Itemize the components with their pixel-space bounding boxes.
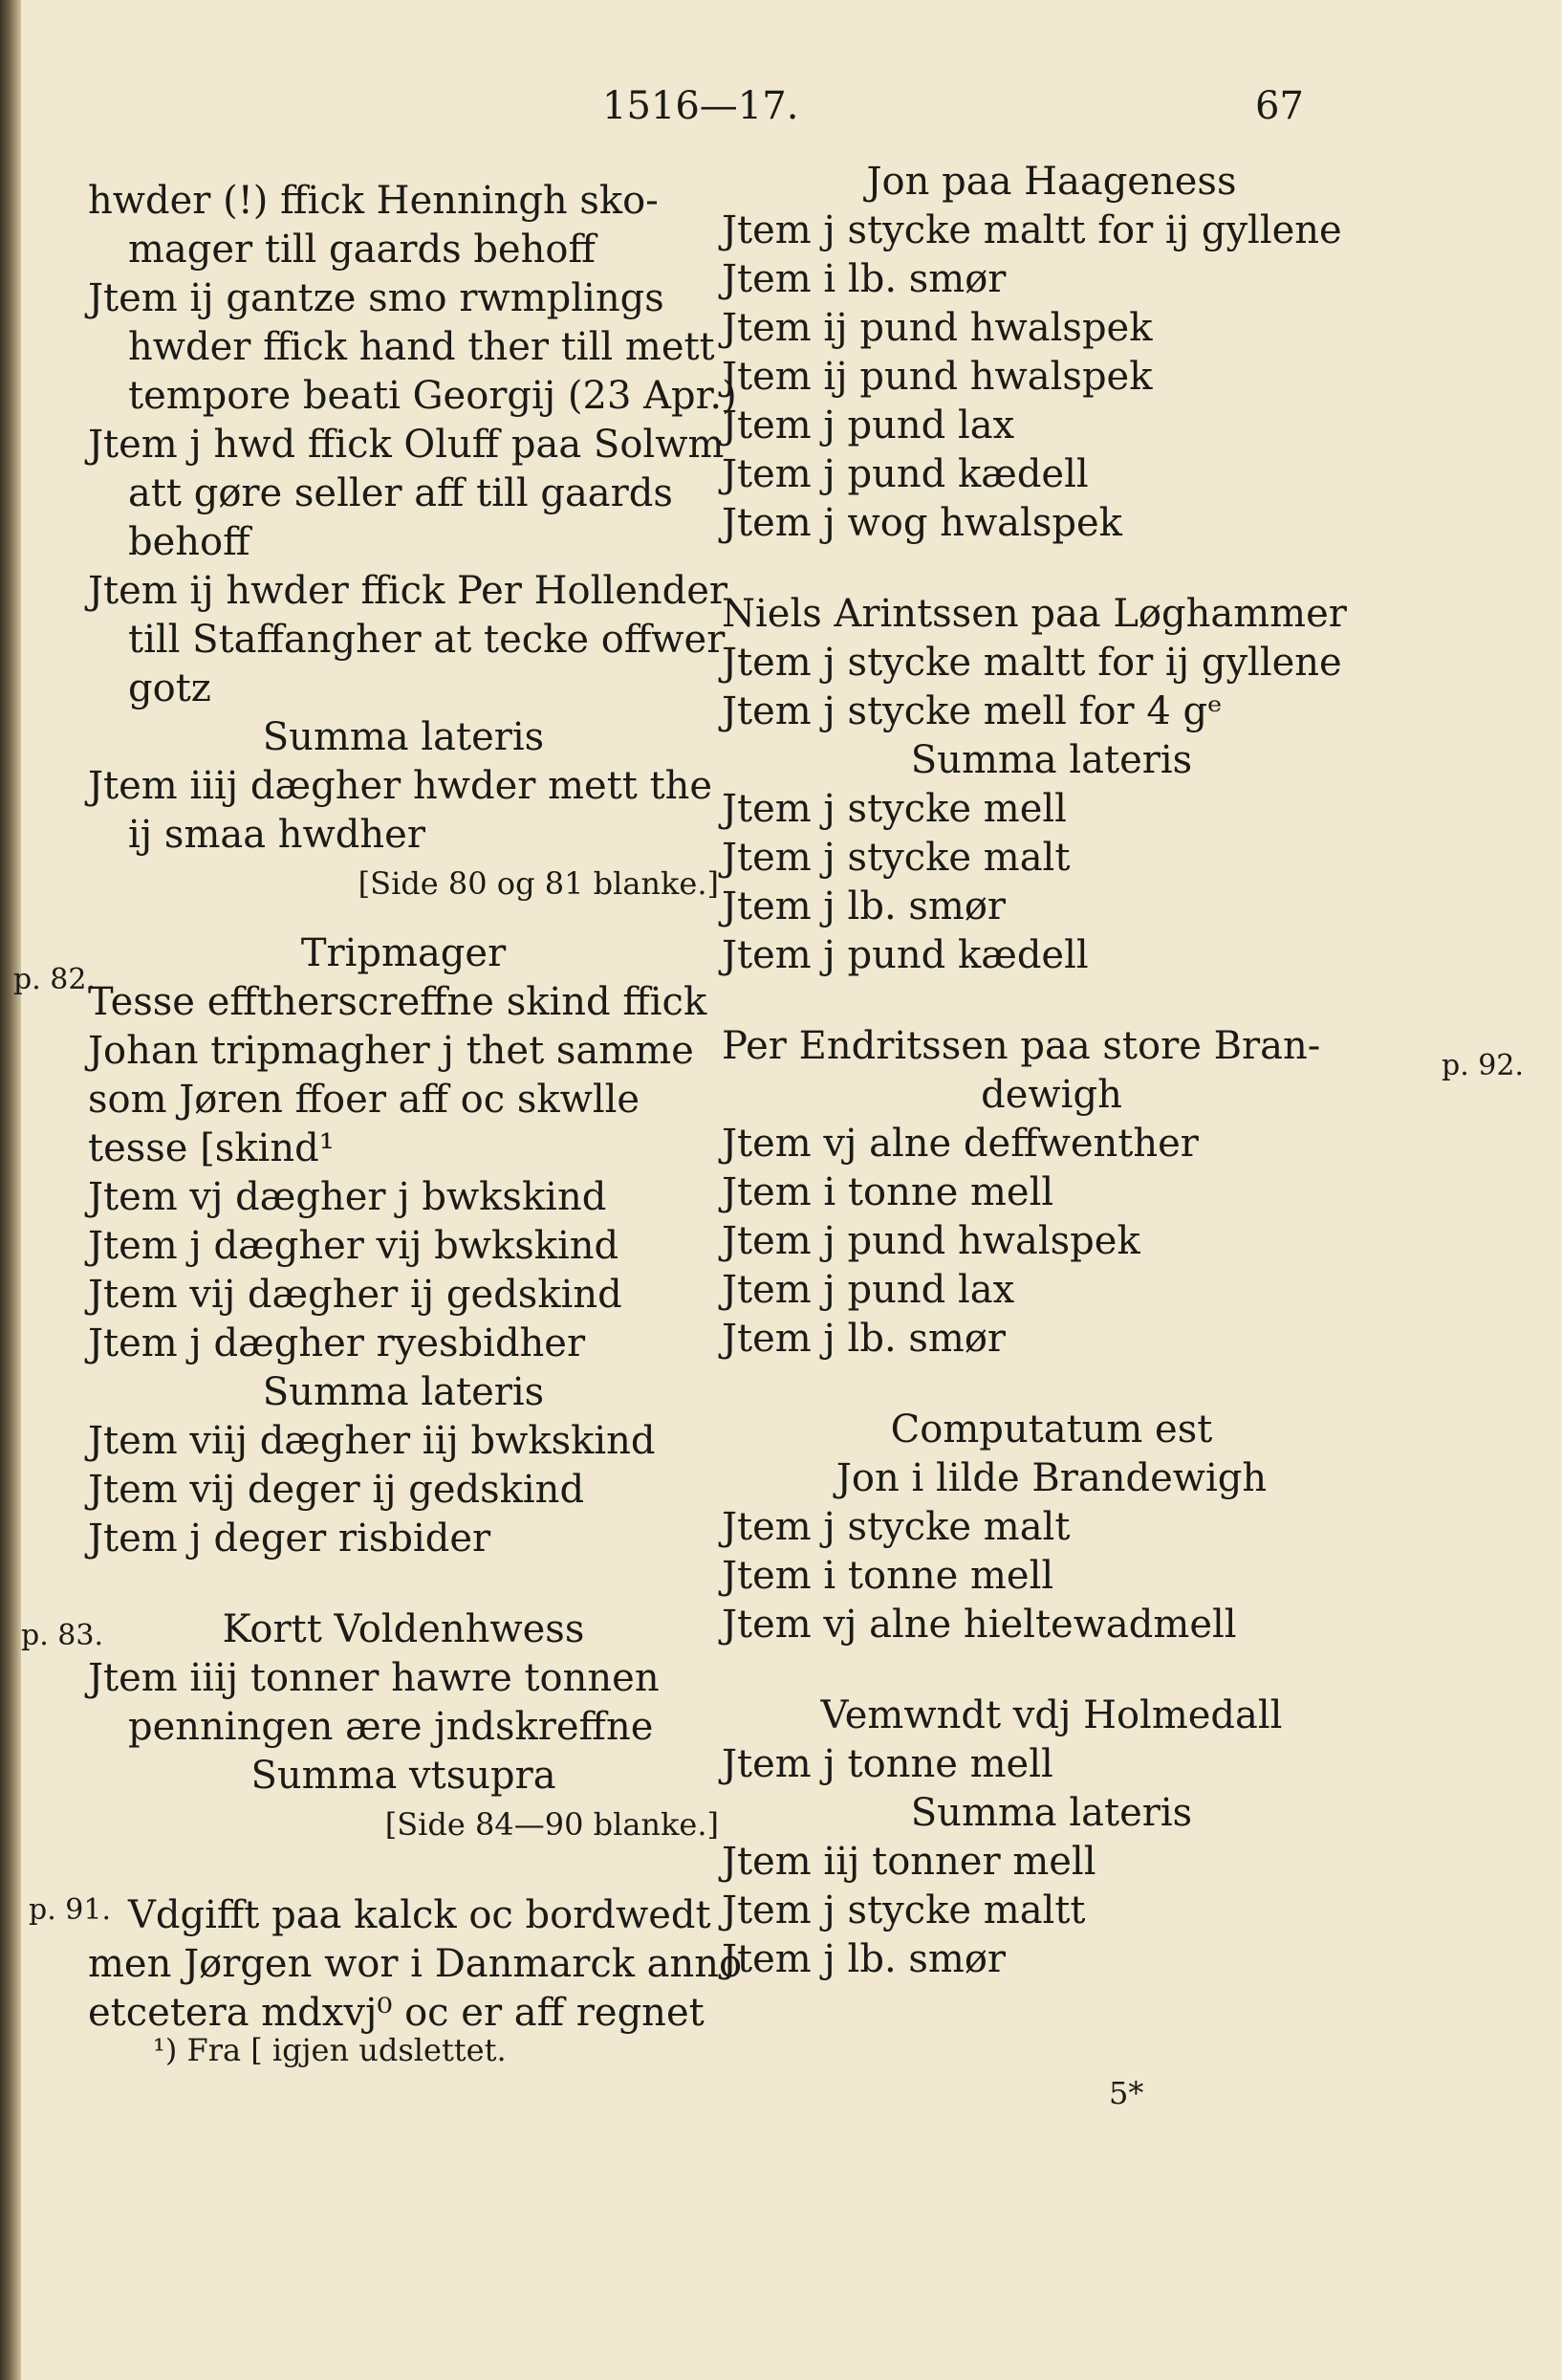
text-line: Summa lateris bbox=[910, 738, 1193, 782]
signature-mark: 5* bbox=[1109, 2075, 1144, 2111]
text-line: [Side 84—90 blanke.] bbox=[384, 1806, 719, 1843]
text-line: Jtem j lb. smør bbox=[722, 1937, 1007, 1981]
margin-note-p83: p. 83. bbox=[21, 1619, 103, 1652]
text-line: Jtem j pund kædell bbox=[722, 933, 1089, 977]
text-line: Jtem j deger risbider bbox=[88, 1517, 491, 1561]
text-line: Jtem j pund lax bbox=[722, 404, 1015, 448]
text-line: mager till gaards behoff bbox=[128, 228, 596, 272]
text-line: Jtem j stycke maltt for ij gyllene bbox=[722, 641, 1342, 685]
text-line: hwder ffick hand ther till mett bbox=[128, 325, 715, 369]
section-gap bbox=[88, 1563, 719, 1605]
text-line: Jtem ij gantze smo rwmplings bbox=[88, 276, 664, 320]
text-line: Jtem j tonne mell bbox=[722, 1742, 1053, 1786]
text-line: Niels Arintssen paa Løghammer bbox=[722, 592, 1347, 636]
footnote: ¹) Fra [ igjen udslettet. bbox=[153, 2032, 507, 2068]
text-line: Jtem vj alne hieltewadmell bbox=[722, 1603, 1237, 1647]
section-gap bbox=[722, 1649, 1381, 1692]
text-line: som Jøren ffoer aff oc skwlle bbox=[88, 1078, 640, 1122]
text-line: Jtem j stycke malt bbox=[722, 1505, 1071, 1549]
running-title: 1516—17. bbox=[602, 84, 799, 128]
margin-note-p91: p. 91. bbox=[29, 1893, 111, 1927]
section-gap bbox=[722, 548, 1381, 590]
text-line: Summa lateris bbox=[910, 1791, 1193, 1835]
left-column bbox=[88, 177, 743, 2038]
page-binding-edge bbox=[0, 0, 21, 2380]
text-line: etcetera mdxvj⁰ oc er aff regnet bbox=[88, 1991, 705, 2035]
text-line: Jtem j stycke maltt bbox=[722, 1889, 1086, 1932]
text-line: Jtem i lb. smør bbox=[722, 257, 1007, 301]
text-line: Jtem j dægher ryesbidher bbox=[88, 1321, 586, 1365]
text-line: Jtem j lb. smør bbox=[722, 884, 1007, 928]
section-gap bbox=[88, 908, 719, 929]
text-line: Jtem vj dægher j bwkskind bbox=[88, 1175, 607, 1219]
text-line: Computatum est bbox=[890, 1408, 1213, 1452]
section-heading: Kortt Voldenhwess bbox=[222, 1607, 585, 1651]
text-line: Jtem i tonne mell bbox=[722, 1170, 1054, 1214]
margin-note-p82: p. 82. bbox=[13, 963, 96, 996]
text-line: Jtem j dægher vij bwkskind bbox=[88, 1224, 619, 1268]
text-line: [Side 80 og 81 blanke.] bbox=[358, 865, 719, 902]
text-line: Jtem i tonne mell bbox=[722, 1554, 1054, 1598]
text-line: till Staffangher at tecke offwer bbox=[128, 618, 726, 662]
text-line: tempore beati Georgij (23 Apr.) bbox=[128, 374, 737, 418]
right-column bbox=[722, 158, 1381, 1984]
section-gap bbox=[722, 1364, 1381, 1406]
text-line: Summa lateris bbox=[262, 715, 545, 759]
text-line: Jtem vj alne deffwenther bbox=[722, 1122, 1199, 1166]
text-line: Jtem j pund lax bbox=[722, 1268, 1015, 1312]
text-line: Vdgifft paa kalck oc bordwedt bbox=[128, 1893, 711, 1937]
text-line: Jtem ij pund hwalspek bbox=[722, 306, 1153, 350]
text-line: Jtem j lb. smør bbox=[722, 1317, 1007, 1361]
text-line: men Jørgen wor i Danmarck anno bbox=[88, 1942, 743, 1986]
text-line: gotz bbox=[128, 666, 211, 710]
text-line: Jtem j pund hwalspek bbox=[722, 1219, 1140, 1263]
text-line: att gøre seller aff till gaards bbox=[128, 471, 673, 515]
text-line: penningen ære jndskreffne bbox=[128, 1705, 654, 1749]
text-line: Per Endritssen paa store Bran- bbox=[722, 1024, 1321, 1068]
page-number: 67 bbox=[1255, 84, 1304, 128]
text-line: Summa vtsupra bbox=[250, 1754, 556, 1798]
text-line: Jtem j stycke mell bbox=[722, 787, 1067, 831]
text-line: Jtem j stycke maltt for ij gyllene bbox=[722, 208, 1342, 252]
text-line: Jtem j stycke mell for 4 gᵉ bbox=[722, 689, 1223, 733]
text-line: Jtem ij pund hwalspek bbox=[722, 355, 1153, 399]
text-line: Jtem j pund kædell bbox=[722, 452, 1089, 496]
text-line: Jtem viij dægher iij bwkskind bbox=[88, 1419, 656, 1463]
text-line: Johan tripmagher j thet samme bbox=[88, 1029, 694, 1073]
text-line: behoff bbox=[128, 520, 250, 564]
text-line: Jtem j stycke malt bbox=[722, 836, 1071, 880]
text-line: Jtem iij tonner mell bbox=[722, 1840, 1096, 1884]
text-line: Jtem vij deger ij gedskind bbox=[88, 1468, 585, 1512]
text-line: dewigh bbox=[981, 1073, 1122, 1117]
text-line: hwder (!) ffick Henningh sko- bbox=[88, 179, 659, 223]
section-gap bbox=[722, 980, 1381, 1022]
section-heading: Tripmager bbox=[300, 931, 507, 975]
section-gap bbox=[88, 1849, 719, 1891]
text-line: Tesse efftherscreffne skind ffick bbox=[88, 980, 707, 1024]
text-line: Jtem ij hwder ffick Per Hollender bbox=[88, 569, 728, 613]
text-line: Jtem j hwd ffick Oluff paa Solwm bbox=[88, 423, 725, 467]
margin-note-p92: p. 92. bbox=[1442, 1049, 1524, 1082]
text-line: Summa lateris bbox=[262, 1370, 545, 1414]
text-line: Jtem vij dægher ij gedskind bbox=[88, 1273, 622, 1317]
section-heading: Jon i lilde Brandewigh bbox=[835, 1456, 1268, 1500]
text-line: ij smaa hwdher bbox=[128, 813, 425, 857]
text-line: Jtem j wog hwalspek bbox=[722, 501, 1122, 545]
text-line: Jtem iiij tonner hawre tonnen bbox=[88, 1656, 660, 1700]
text-line: tesse [skind¹ bbox=[88, 1126, 335, 1170]
text-line: Jtem iiij dægher hwder mett the bbox=[88, 764, 713, 808]
section-heading: Jon paa Haageness bbox=[866, 160, 1237, 204]
section-heading: Vemwndt vdj Holmedall bbox=[820, 1693, 1283, 1737]
